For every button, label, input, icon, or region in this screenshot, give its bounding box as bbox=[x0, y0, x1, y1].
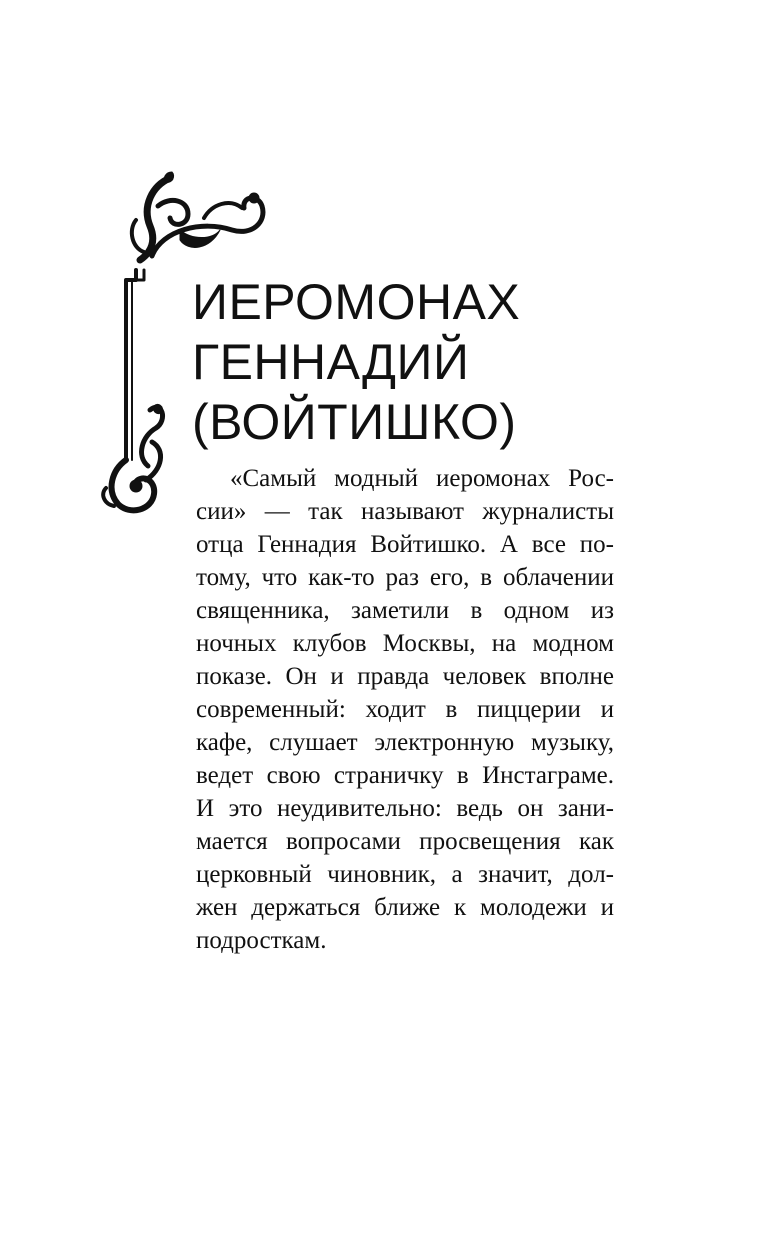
chapter-body-paragraph bbox=[196, 462, 614, 957]
title-line-2: ГЕННАДИЙ bbox=[192, 334, 470, 390]
paragraph-line: современный: ходит в пиццерии и bbox=[196, 696, 614, 723]
paragraph-line: И это неудивительно: ведь он зани- bbox=[196, 795, 614, 822]
paragraph-line: показе. Он и правда человек вполне bbox=[196, 663, 614, 690]
paragraph-line: ведет свою страничку в Инстаграме. bbox=[196, 762, 614, 789]
chapter-title bbox=[192, 272, 752, 452]
paragraph-line: жен держаться ближе к молодежи и bbox=[196, 894, 614, 921]
paragraph-line: кафе, слушает электронную музыку, bbox=[196, 729, 614, 756]
paragraph-line: отца Геннадия Войтишко. А все по- bbox=[196, 531, 614, 558]
paragraph-line: «Самый модный иеромонах Рос- bbox=[230, 465, 614, 492]
paragraph-line: священника, заметили в одном из bbox=[196, 597, 614, 624]
paragraph-line: подросткам. bbox=[196, 927, 327, 954]
paragraph-line: мается вопросами просвещения как bbox=[196, 828, 614, 855]
paragraph-line: сии» — так называют журналисты bbox=[196, 498, 614, 525]
paragraph-line: церковный чиновник, а значит, дол- bbox=[196, 861, 614, 888]
paragraph-line: ночных клубов Москвы, на модном bbox=[196, 630, 614, 657]
paragraph-line: тому, что как-то раз его, в облачении bbox=[196, 564, 614, 591]
title-line-3: (ВОЙТИШКО) bbox=[192, 394, 517, 450]
title-line-1: ИЕРОМОНАХ bbox=[192, 274, 521, 330]
